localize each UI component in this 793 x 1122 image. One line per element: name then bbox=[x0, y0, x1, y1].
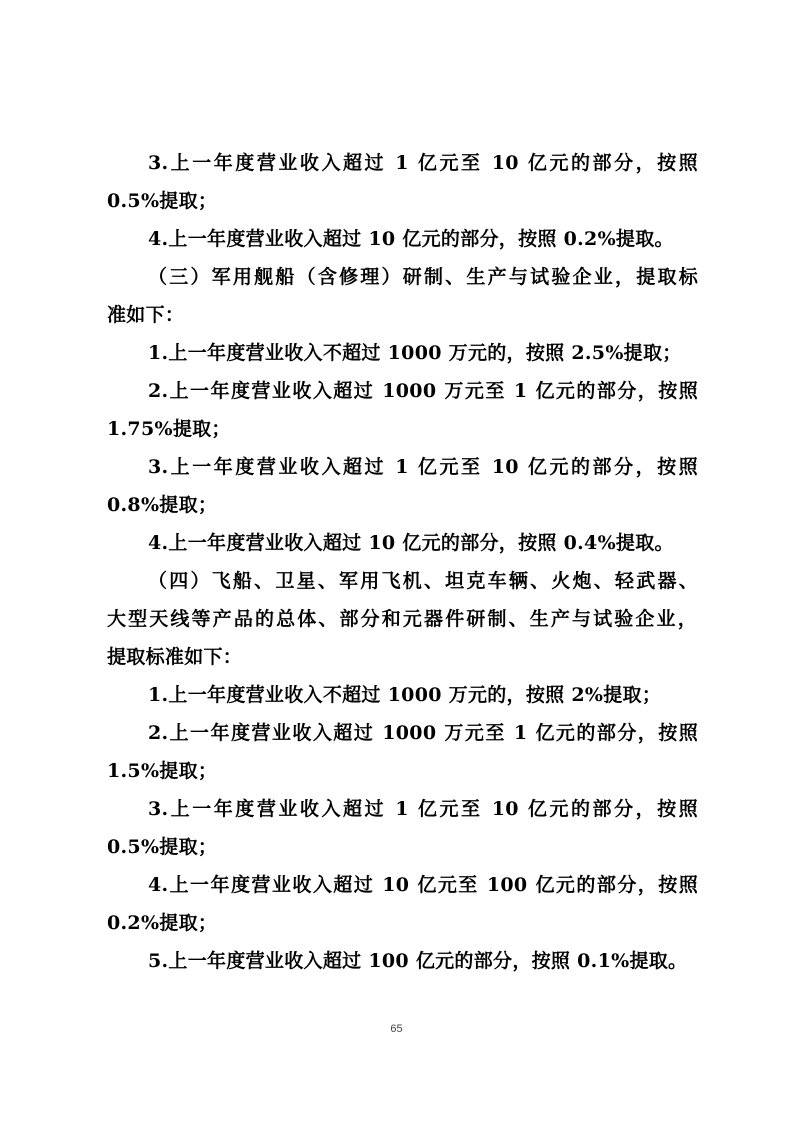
text-line: 2.上一年度营业收入超过 1000 万元至 1 亿元的部分，按照 bbox=[148, 380, 698, 402]
text-line: 准如下： bbox=[107, 304, 185, 326]
text-line: 3.上一年度营业收入超过 1 亿元至 10 亿元的部分，按照 bbox=[148, 456, 698, 478]
page-number: 65 bbox=[390, 1023, 403, 1035]
text-line: 1.上一年度营业收入不超过 1000 万元的，按照 2.5%提取； bbox=[148, 342, 682, 364]
text-line: 4.上一年度营业收入超过 10 亿元至 100 亿元的部分，按照 bbox=[148, 874, 698, 896]
text-line: 0.5%提取； bbox=[107, 836, 218, 858]
text-line: 0.8%提取； bbox=[107, 494, 218, 516]
text-line: 0.5%提取； bbox=[107, 190, 218, 212]
section-heading: （四）飞船、卫星、军用飞机、坦克车辆、火炮、轻武器、 bbox=[148, 570, 698, 592]
text-line: 1.上一年度营业收入不超过 1000 万元的，按照 2%提取； bbox=[148, 684, 662, 706]
text-line: 0.2%提取； bbox=[107, 912, 218, 934]
text-line: 3.上一年度营业收入超过 1 亿元至 10 亿元的部分，按照 bbox=[148, 798, 698, 820]
text-line: 1.5%提取； bbox=[107, 760, 218, 782]
text-line: 2.上一年度营业收入超过 1000 万元至 1 亿元的部分，按照 bbox=[148, 722, 698, 744]
text-line: 提取标准如下： bbox=[107, 646, 243, 668]
text-line: 5.上一年度营业收入超过 100 亿元的部分，按照 0.1%提取。 bbox=[148, 950, 688, 972]
text-line: 1.75%提取； bbox=[107, 418, 231, 440]
text-line: 大型天线等产品的总体、部分和元器件研制、生产与试验企业， bbox=[107, 608, 697, 630]
text-line: 3.上一年度营业收入超过 1 亿元至 10 亿元的部分，按照 bbox=[148, 152, 698, 174]
text-line: 4.上一年度营业收入超过 10 亿元的部分，按照 0.4%提取。 bbox=[148, 532, 674, 554]
section-heading: （三）军用舰船（含修理）研制、生产与试验企业，提取标 bbox=[148, 266, 698, 288]
text-line: 4.上一年度营业收入超过 10 亿元的部分，按照 0.2%提取。 bbox=[148, 228, 674, 250]
